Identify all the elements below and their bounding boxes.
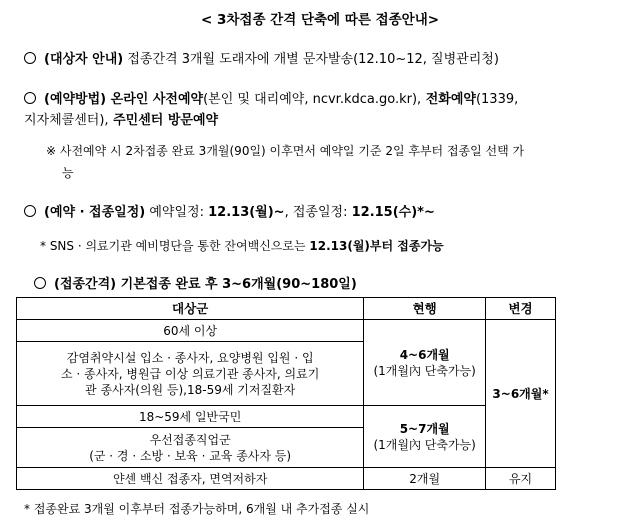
target-item	[24, 48, 499, 67]
vaccinate-date: 12.15(수)	[351, 205, 418, 220]
method-note-line2: 능	[62, 166, 74, 180]
header-current: 현행	[364, 298, 486, 320]
group-priority-line2: (군 · 경 · 소방 · 보육 · 교육 종사자 등)	[89, 448, 292, 463]
footnote: * 접종완료 3개월 이후부터 접종가능하며, 6개월 내 추가접종 실시	[24, 502, 370, 516]
current-a-sub: (1개월內 단축가능)	[373, 363, 476, 378]
center-label: 주민센터 방문예약	[108, 113, 219, 128]
group-60-plus: 60세 이상	[17, 320, 364, 342]
group-facility-line1: 감염취약시설 입소 · 종사자, 요양병원 입원 · 입	[66, 350, 314, 365]
schedule-label: (예약 · 접종일정)	[44, 205, 146, 220]
schedule-note-bold: 12.13(월)부터 접종가능	[309, 239, 444, 253]
schedule-text2: , 접종일정:	[284, 205, 352, 220]
schedule-note-text: * SNS · 의료기관 예비명단을 통한 잔여백신으로는	[40, 239, 310, 253]
group-facility-line3: 관 종사자(의원 등),18-59세 기저질환자	[85, 382, 296, 397]
circle-bullet-icon	[24, 92, 36, 104]
current-b	[364, 406, 486, 468]
group-facility-line2: 소 · 종사자, 병원급 이상 의료기관 종사자, 의료기	[60, 366, 320, 381]
schedule-item	[24, 201, 435, 220]
header-target-group: 대상군	[17, 298, 364, 320]
phone-text: (1339,	[475, 92, 519, 107]
online-label: 온라인 사전예약	[106, 92, 204, 107]
current-b-sub: (1개월內 단축가능)	[373, 437, 476, 452]
schedule-mark: *~	[417, 205, 435, 220]
current-a	[364, 320, 486, 406]
schedule-text1: 예약일정:	[145, 205, 209, 220]
table-row	[17, 320, 556, 342]
header-change: 변경	[486, 298, 556, 320]
reserve-date: 12.13(월)~	[208, 205, 285, 220]
schedule-note	[40, 237, 444, 254]
group-priority-line1: 우선접종직업군	[149, 432, 231, 447]
circle-bullet-icon	[24, 205, 36, 217]
current-c: 2개월	[364, 468, 486, 490]
interval-item	[34, 273, 357, 292]
group-facility	[17, 342, 364, 406]
method-item	[24, 88, 518, 107]
circle-bullet-icon	[24, 52, 36, 64]
change-c: 유지	[486, 468, 556, 490]
method-label: (예약방법)	[44, 92, 107, 107]
table-header-row	[17, 298, 556, 320]
table-row	[17, 406, 556, 428]
page-title: < 3차접종 간격 단축에 따른 접종안내>	[200, 12, 440, 28]
interval-label: (접종간격) 기본접종 완료 후 3~6개월(90~180일)	[54, 277, 357, 292]
online-text: (본인 및 대리예약, ncvr.kdca.go.kr),	[203, 92, 422, 107]
interval-table	[16, 297, 556, 490]
method-item-line2	[24, 109, 218, 128]
method-line2-text: 지자체콜센터),	[24, 113, 109, 128]
group-priority	[17, 428, 364, 468]
change-a: 3~6개월*	[486, 320, 556, 468]
current-a-main: 4~6개월	[399, 347, 450, 362]
group-18-59: 18~59세 일반국민	[17, 406, 364, 428]
target-text: 접종간격 3개월 도래자에 개별 문자발송(12.10~12, 질병관리청)	[123, 52, 499, 67]
method-note-line1: ※ 사전예약 시 2차접종 완료 3개월(90일) 이후면서 예약일 기준 2일 후부터 접종일 선택 가	[46, 144, 525, 158]
circle-bullet-icon	[34, 277, 46, 289]
target-label: (대상자 안내)	[44, 52, 124, 67]
phone-label: 전화예약	[421, 92, 476, 107]
table-row	[17, 468, 556, 490]
current-b-main: 5~7개월	[399, 421, 450, 436]
group-janssen: 얀센 백신 접종자, 면역저하자	[17, 468, 364, 490]
